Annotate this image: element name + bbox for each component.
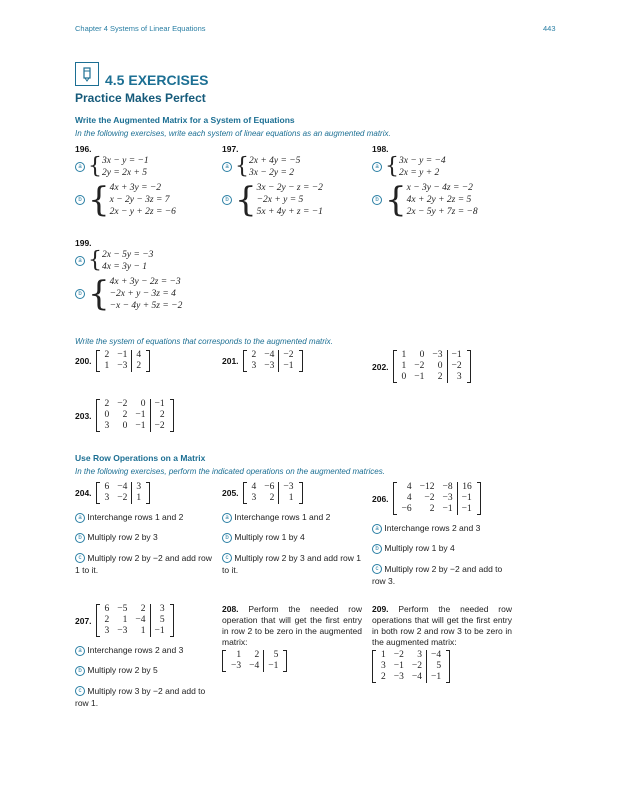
matrix-entry: 3	[104, 626, 110, 636]
matrix-entry: 2	[104, 399, 110, 409]
part-a	[75, 249, 182, 273]
matrix-entry: 4	[251, 482, 257, 492]
matrix-entry: 0	[419, 350, 425, 360]
matrix-entry: 3	[104, 421, 110, 431]
instruction-text: Perform the needed row operation that will get the first entry in row 2 to be zero in the augmented matrix:	[222, 604, 362, 647]
matrix-entry: −2	[279, 350, 298, 361]
part-c	[75, 685, 215, 709]
matrix-entry: −2	[393, 650, 404, 660]
matrix-entry: 1	[279, 493, 298, 504]
matrix-entry: 1	[381, 650, 386, 660]
matrix-entry: −1	[150, 399, 169, 410]
circle-c-icon: c	[75, 553, 85, 563]
matrix-entry: −1	[135, 421, 146, 431]
augmented-matrix	[372, 650, 450, 683]
matrix-entry: −6	[401, 504, 412, 514]
circle-a-icon: a	[372, 524, 382, 534]
matrix-entry: −4	[135, 615, 146, 625]
equation: 2x − 5y = −3	[102, 250, 154, 260]
matrix-entry: −4	[249, 661, 260, 671]
matrix-entry: 2	[150, 410, 169, 421]
instruction-text: Multiply row 2 by 3	[87, 531, 158, 542]
part1-instruction: In the following exercises, write each system of linear equations as an augmented matrix.	[75, 129, 391, 138]
matrix-entry: −1	[426, 672, 445, 683]
matrix-entry: 3	[417, 650, 422, 660]
circle-c-icon: c	[222, 553, 232, 563]
part-a	[75, 512, 215, 523]
problem-203	[75, 399, 174, 432]
matrix-entry: −1	[393, 661, 404, 671]
part-a	[372, 523, 512, 534]
equation: x − 2y − 3z = 7	[109, 195, 170, 205]
matrix-entry: −4	[264, 350, 275, 360]
part-b	[372, 543, 512, 554]
matrix-entry: −3	[432, 350, 443, 360]
matrix-entry: 1	[104, 361, 110, 371]
matrix-entry: −3	[279, 482, 298, 493]
augmented-matrix	[96, 604, 174, 637]
problem-209	[372, 604, 512, 683]
matrix-entry: 0	[140, 399, 146, 409]
problem-number: 199.	[75, 238, 92, 248]
problem-number: 204.	[75, 488, 92, 498]
brace-icon: {	[88, 180, 110, 220]
matrix-entry: −3	[264, 361, 275, 371]
instruction-text: Interchange rows 2 and 3	[87, 645, 184, 655]
matrix-entry: 3	[447, 372, 466, 383]
circle-a-icon: a	[75, 162, 85, 172]
circle-b-icon: b	[75, 533, 85, 543]
equation: −x − 4y + 5z = −2	[109, 301, 183, 311]
problem-number: 202.	[372, 361, 389, 372]
brace-icon: {	[385, 180, 407, 220]
part-a	[222, 155, 323, 179]
augmented-matrix	[96, 482, 151, 504]
equation: 3x − 2y − z = −2	[256, 183, 323, 193]
problem-number: 209.	[372, 604, 389, 614]
matrix-entry: 2	[429, 504, 435, 514]
augmented-matrix	[243, 482, 303, 504]
matrix-entry: 3	[251, 493, 257, 503]
matrix-entry: −2	[424, 493, 435, 503]
brace-icon: {	[385, 154, 399, 179]
circle-b-icon: b	[372, 544, 382, 554]
circle-b-icon: b	[222, 533, 232, 543]
problem-204	[75, 482, 215, 576]
exercise-box-icon	[75, 62, 99, 86]
part-b	[75, 276, 182, 312]
matrix-entry: 2	[437, 372, 443, 382]
circle-a-icon: a	[75, 513, 85, 523]
problem-198	[372, 144, 478, 218]
matrix-entry: 2	[140, 604, 146, 614]
equation: 2x − y + 2z = −6	[109, 207, 176, 217]
equation: 4x + 3y = −2	[109, 183, 162, 193]
circle-a-icon: a	[75, 256, 85, 266]
matrix-entry: 1	[401, 350, 407, 360]
problem-number: 205.	[222, 488, 239, 498]
matrix-entry: 6	[104, 604, 110, 614]
matrix-entry: 5	[264, 650, 283, 661]
circle-c-icon: c	[75, 686, 85, 696]
matrix-entry: −3	[393, 672, 404, 682]
instruction-text: Multiply row 1 by 4	[384, 542, 455, 553]
augmented-matrix	[96, 399, 174, 432]
circle-a-icon: a	[75, 646, 85, 656]
instruction-text: Interchange rows 1 and 2	[234, 512, 331, 522]
matrix-entry: 2	[104, 615, 110, 625]
part-b	[372, 182, 478, 218]
matrix-entry: 0	[122, 421, 128, 431]
part-b	[222, 182, 323, 218]
matrix-entry: 5	[426, 661, 445, 672]
problem-text	[222, 604, 362, 648]
matrix-entry: 0	[401, 372, 407, 382]
circle-b-icon: b	[75, 289, 85, 299]
matrix-entry: 4	[406, 482, 412, 492]
matrix-entry: −3	[117, 361, 128, 371]
equation: 4x = 3y − 1	[102, 262, 148, 272]
problem-text	[372, 604, 512, 648]
matrix-entry: −2	[447, 361, 466, 372]
matrix-entry: 6	[104, 482, 110, 492]
part-a	[222, 512, 364, 523]
equation: 2x = y + 2	[399, 168, 440, 178]
part-b	[75, 182, 176, 218]
matrix-entry: −5	[117, 604, 128, 614]
matrix-entry: −6	[264, 482, 275, 492]
matrix-entry: 3	[150, 604, 169, 615]
part-b	[222, 532, 364, 543]
problem-number: 206.	[372, 493, 389, 504]
matrix-entry: 2	[132, 361, 145, 372]
matrix-entry: 2	[269, 493, 275, 503]
matrix-entry: 3	[251, 361, 257, 371]
equation: 4x + 2y + 2z = 5	[406, 195, 472, 205]
matrix-entry: −2	[117, 399, 128, 409]
augmented-matrix	[393, 350, 471, 383]
part-b	[75, 532, 215, 543]
augmented-matrix	[243, 350, 303, 372]
matrix-entry: 4	[406, 493, 412, 503]
problem-196	[75, 144, 176, 218]
problem-208	[222, 604, 362, 672]
matrix-entry: −4	[426, 650, 445, 661]
matrix-entry: −3	[442, 493, 453, 503]
matrix-entry: 3	[104, 493, 110, 503]
matrix-entry: −1	[457, 493, 476, 504]
instruction-text: Perform the needed row operations that will get the first entry in both row 2 and row 3 to be zero in the augmented matrix:	[372, 604, 512, 647]
matrix-entry: 16	[457, 482, 476, 493]
equation: −2x + y − 3z = 4	[109, 289, 176, 299]
equation: 4x + 3y − 2z = −3	[109, 277, 181, 287]
matrix-entry: −2	[411, 661, 422, 671]
matrix-entry: 1	[140, 626, 146, 636]
problem-205	[222, 482, 364, 576]
problem-number: 197.	[222, 144, 239, 154]
matrix-entry: 4	[132, 350, 145, 361]
matrix-entry: 3	[132, 482, 145, 493]
problem-200	[75, 350, 150, 372]
problem-number: 196.	[75, 144, 92, 154]
matrix-entry: 1	[122, 615, 128, 625]
circle-b-icon: b	[75, 195, 85, 205]
brace-icon: {	[88, 154, 102, 179]
problem-number: 201.	[222, 356, 239, 366]
brace-icon: {	[88, 274, 110, 314]
circle-a-icon: a	[372, 162, 382, 172]
equation: x − 3y − 4z = −2	[406, 183, 473, 193]
matrix-entry: −1	[457, 504, 476, 515]
matrix-entry: −1	[150, 626, 169, 637]
matrix-entry: 1	[132, 493, 145, 504]
equation: −2x + y = 5	[256, 195, 304, 205]
matrix-entry: 2	[122, 410, 128, 420]
equation: 3x − y = −1	[102, 156, 149, 166]
instruction-text: Multiply row 3 by −2 and add to row 1.	[75, 685, 206, 708]
equation: 3x − 2y = 2	[249, 168, 295, 178]
part1-heading: Write the Augmented Matrix for a System of Equations	[75, 115, 295, 125]
running-header-chapter: Chapter 4 Systems of Linear Equations	[75, 24, 206, 33]
augmented-matrix	[96, 350, 151, 372]
instruction-text: Multiply row 2 by −2 and add to row 3.	[372, 563, 503, 586]
part-a	[75, 155, 176, 179]
section-subtitle: Practice Makes Perfect	[75, 91, 206, 105]
matrix-entry: −4	[117, 482, 128, 492]
part-c	[222, 552, 364, 576]
problem-number: 200.	[75, 356, 92, 366]
equation: 3x − y = −4	[399, 156, 446, 166]
part-a	[372, 155, 478, 179]
part-b	[75, 665, 215, 676]
circle-c-icon: c	[372, 564, 382, 574]
matrix-entry: 0	[437, 361, 443, 371]
augmented-matrix	[393, 482, 481, 515]
matrix-entry: 1	[236, 650, 242, 660]
matrix-entry: −3	[231, 661, 242, 671]
matrix-entry: 2	[381, 672, 386, 682]
brace-icon: {	[235, 180, 257, 220]
problem-number: 203.	[75, 410, 92, 421]
augmented-matrix	[222, 650, 287, 672]
problem-number: 198.	[372, 144, 389, 154]
part3-heading: Use Row Operations on a Matrix	[75, 453, 206, 463]
matrix-entry: −1	[117, 350, 128, 360]
matrix-entry: 2	[104, 350, 110, 360]
matrix-entry: 1	[401, 361, 407, 371]
circle-b-icon: b	[75, 666, 85, 676]
problem-206	[372, 482, 512, 587]
matrix-entry: 2	[251, 350, 257, 360]
matrix-entry: 2	[254, 650, 260, 660]
circle-a-icon: a	[222, 162, 232, 172]
problem-199	[75, 238, 182, 312]
instruction-text: Multiply row 1 by 4	[234, 531, 305, 542]
brace-icon: {	[88, 248, 102, 273]
matrix-entry: −1	[135, 410, 146, 420]
matrix-entry: −3	[117, 626, 128, 636]
instruction-text: Interchange rows 2 and 3	[384, 523, 481, 533]
part3-instruction: In the following exercises, perform the indicated operations on the augmented matrices.	[75, 467, 385, 476]
instruction-text: Multiply row 2 by 5	[87, 664, 158, 675]
equation: 2x − 5y + 7z = −8	[406, 207, 478, 217]
matrix-entry: 5	[150, 615, 169, 626]
matrix-entry: −2	[150, 421, 169, 432]
matrix-entry: 3	[381, 661, 386, 671]
problem-202	[372, 350, 471, 383]
matrix-entry: −1	[447, 350, 466, 361]
matrix-entry: −8	[442, 482, 453, 492]
brace-icon: {	[235, 154, 249, 179]
equation: 2x + 4y = −5	[249, 156, 301, 166]
circle-a-icon: a	[222, 513, 232, 523]
matrix-entry: 0	[104, 410, 110, 420]
circle-b-icon: b	[222, 195, 232, 205]
pencil-icon	[76, 63, 98, 85]
part-c	[75, 552, 215, 576]
equation: 2y = 2x + 5	[102, 168, 148, 178]
instruction-text: Multiply row 2 by 3 and add row 1 to it.	[222, 552, 361, 575]
part2-instruction: Write the system of equations that corresponds to the augmented matrix.	[75, 337, 333, 346]
circle-b-icon: b	[372, 195, 382, 205]
problem-197	[222, 144, 323, 218]
matrix-entry: −1	[414, 372, 425, 382]
problem-207	[75, 604, 215, 709]
instruction-text: Interchange rows 1 and 2	[87, 512, 184, 522]
matrix-entry: −1	[279, 361, 298, 372]
problem-201	[222, 350, 303, 372]
problem-number: 207.	[75, 615, 92, 626]
matrix-entry: −4	[411, 672, 422, 682]
matrix-entry: −1	[264, 661, 283, 672]
matrix-entry: −2	[117, 493, 128, 503]
equation: 5x + 4y + z = −1	[256, 207, 323, 217]
instruction-text: Multiply row 2 by −2 and add row 1 to it.	[75, 552, 212, 575]
problem-number: 208.	[222, 604, 239, 614]
matrix-entry: −2	[414, 361, 425, 371]
matrix-entry: −1	[442, 504, 453, 514]
part-c	[372, 563, 512, 587]
part-a	[75, 645, 215, 656]
matrix-entry: −12	[419, 482, 435, 492]
page-number: 443	[543, 24, 556, 33]
section-title: 4.5 EXERCISES	[105, 72, 209, 88]
